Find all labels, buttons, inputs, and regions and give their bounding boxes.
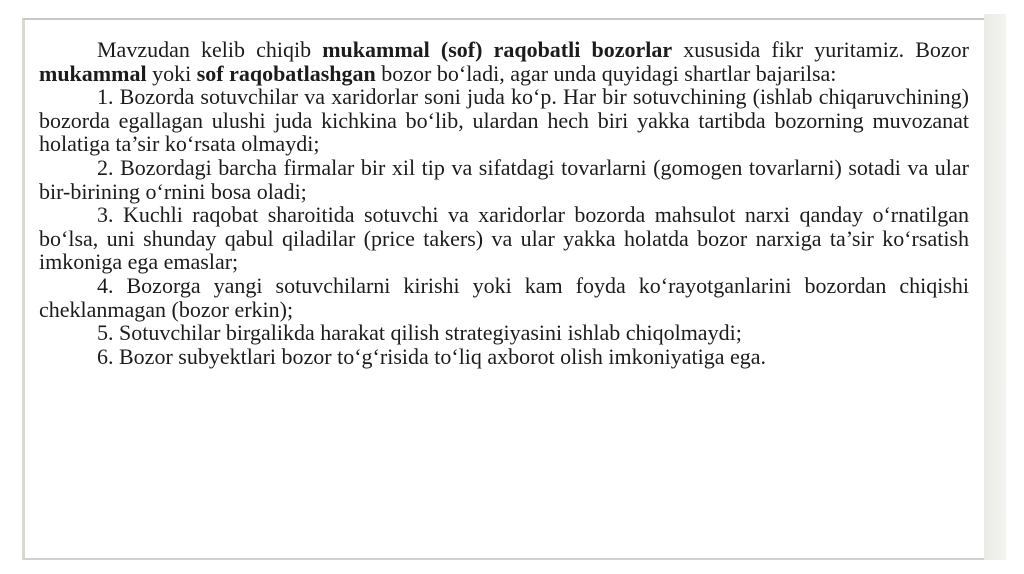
- condition-item: 2. Bozordagi barcha firmalar bir xil tip va sifatdagi tovarlarni (gomogen tovarlarni) sotadi va ular bir-birining o‘rnini bosa oladi;: [39, 154, 969, 204]
- condition-item: 5. Sotuvchilar birgalikda harakat qilish strategiyasini ishlab chiqolmaydi;: [97, 320, 742, 346]
- intro-text: bozor bo‘ladi, agar unda quyidagi shartlar bajarilsa:: [375, 60, 837, 86]
- condition-item: 4. Bozorga yangi sotuvchilarni kirishi yoki kam foyda ko‘rayotganlarini bozordan chiqishi cheklanmagan (bozor erkin);: [39, 272, 969, 322]
- bold-term: mukammal (sof) raqobatli bozorlar: [322, 37, 673, 62]
- body-text: [39, 38, 969, 368]
- bold-term: sof raqobatlashgan: [196, 60, 376, 86]
- scanned-page: [22, 18, 987, 560]
- intro-text: xususida fikr yuritamiz. Bozor: [672, 37, 969, 62]
- condition-item: 3. Kuchli raqobat sharoitida sotuvchi va xaridorlar bozorda mahsulot narxi qanday o‘rnatilgan bo‘lsa, uni shunday qabul qiladilar (price takers) va ular yakka holatda bozor narxiga ta’sir ko‘rsatish imkoniga ega emaslar;: [39, 202, 969, 275]
- condition-item: 6. Bozor subyektlari bozor to‘g‘risida to‘liq axborot olish imkoniyatiga ega.: [97, 343, 767, 369]
- intro-text: yoki: [146, 60, 197, 86]
- bold-term: mukammal: [39, 60, 147, 86]
- page-edge-shadow: [984, 14, 1006, 560]
- intro-text: Mavzudan kelib chiqib: [97, 37, 323, 62]
- condition-item: 1. Bozorda sotuvchilar va xaridorlar soni juda ko‘p. Har bir sotuvchining (ishlab chiqaruvchining) bozorda egallagan ulushi juda kichkina bo‘lib, ulardan hech biri yakka tartibda bozorning muvozanat holatiga ta’sir ko‘rsata olmaydi;: [39, 84, 969, 157]
- intro-paragraph: [39, 38, 969, 85]
